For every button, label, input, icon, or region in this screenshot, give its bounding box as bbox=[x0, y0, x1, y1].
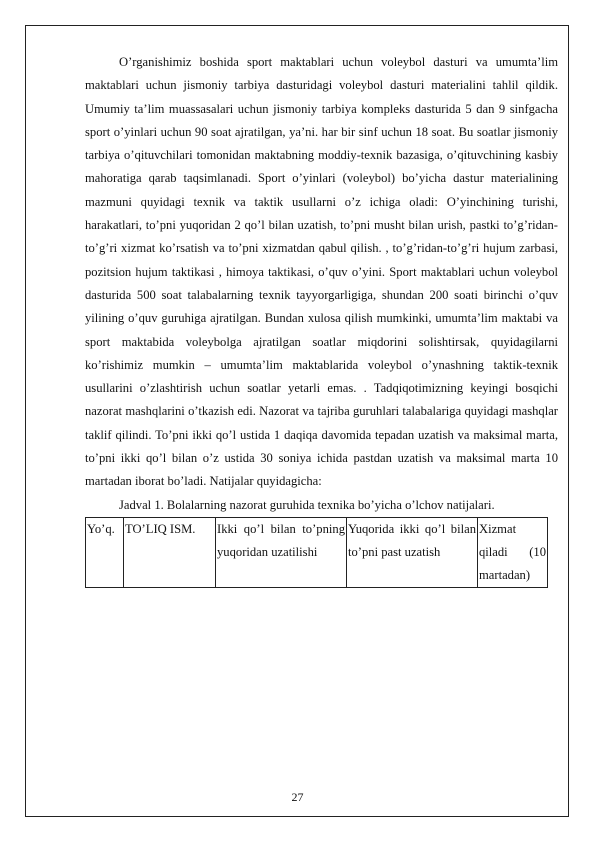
table-header-row bbox=[86, 517, 548, 587]
header-underhand-pass: Yuqorida ikki qo’l bilan to’pni past uzatish bbox=[347, 517, 478, 587]
header-serves: Xizmat qiladi (10 martadan) bbox=[478, 517, 548, 587]
results-table bbox=[85, 517, 548, 588]
header-overhead-pass: Ikki qo’l bilan to’pning yuqoridan uzatilishi bbox=[216, 517, 347, 587]
header-full-name: TO’LIQ ISM. bbox=[124, 517, 216, 587]
body-paragraph: O’rganishimiz boshida sport maktablari uchun voleybol dasturi va umumta’lim maktablari uchun jismoniy tarbiya dasturidagi voleybol dasturi materialini tahlil qildik. Umumiy ta’lim muassasalari uchun jismoniy tarbiya kompleks dasturida 5 dan 9 sinfgacha sport o’yinlari uchun 90 soat ajratilgan, ya’ni. har bir sinf uchun 18 soat. Bu soatlar jismoniy tarbiya o’qituvchilari tomonidan maktabning moddiy-texnik bazasiga, o’qituvchining kasbiy mahoratiga qarab taqsimlanadi. Sport o’yinlari (voleybol) bo’yicha dastur materialining mazmuni quyidagi texnik va taktik usullarni o’z ichiga oladi: O’yinchining turishi, harakatlari, to’pni yuqoridan 2 qo’l bilan uzatish, to’pni musht bilan urish, pastki to’g’ridan-to’g’ri xizmat ko’rsatish va to’pni xizmatdan qabul qilish. , to’g’ridan-to’g’ri hujum zarbasi, pozitsion hujum taktikasi , himoya taktikasi, o’quv o’yini. Sport maktablari uchun voleybol dasturida 500 soat talabalarning texnik tayyorgarligiga, shundan 200 soati birinchi o’quv yilining o’quv guruhiga ajratilgan. Bundan xulosa qilish mumkinki, umumta’lim maktabi va sport maktabida voleybolga ajratilgan soatlar miqdorini solishtirsak, quyidagilarni ko’rishimiz mumkin – umumta’lim maktablarida voleybol o’ynashning taktik-texnik usullarini o’zlashtirish uchun soatlar yetarli emas. . Tadqiqotimizning keyingi bosqichi nazorat mashqlarini o’tkazish edi. Nazorat va tajriba guruhlari talabalariga quyidagi mashqlar taklif qilindi. To’pni ikki qo’l ustida 1 daqiqa davomida tepadan uzatish va maksimal marta, to’pni ikki qo’l bilan o’z ustida 30 soniya ichida pastdan uzatish va maksimal marta 10 martadan iborat bo’ladi. Natijalar quyidagicha: bbox=[85, 55, 558, 489]
table-caption: Jadval 1. Bolalarning nazorat guruhida texnika bo’yicha o’lchov natijalari. bbox=[119, 497, 495, 512]
page-number: 27 bbox=[291, 790, 304, 804]
header-number: Yo’q. bbox=[86, 517, 124, 587]
page-content bbox=[85, 51, 558, 588]
